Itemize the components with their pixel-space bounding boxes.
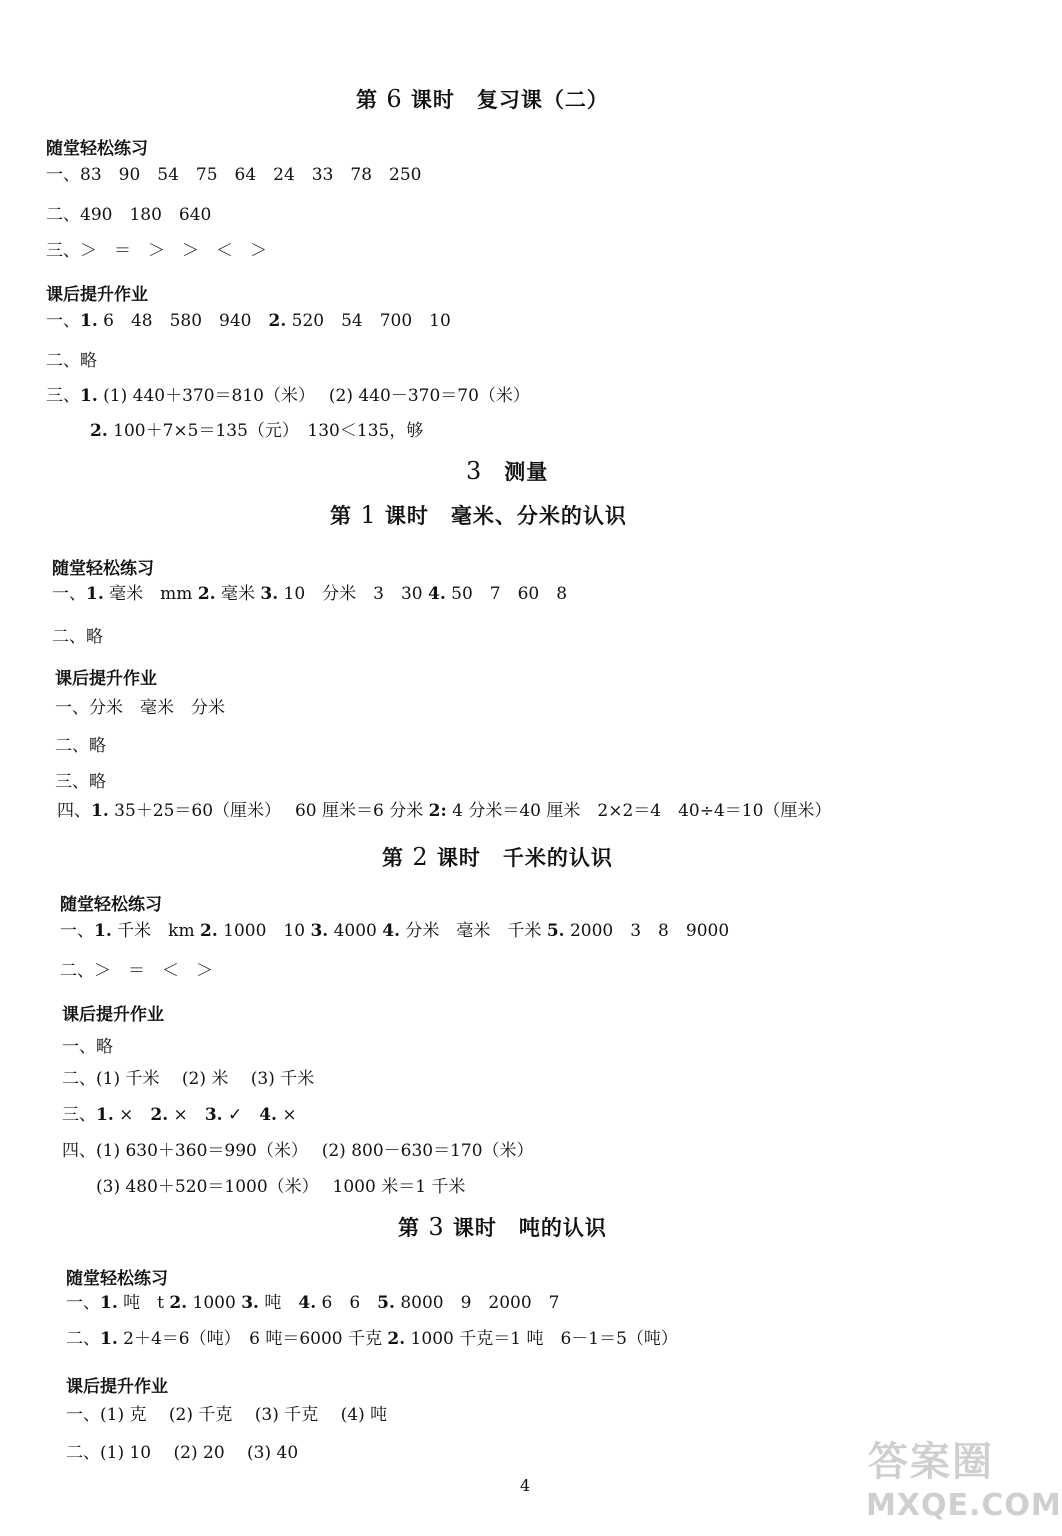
watermark-chars: 答案圈 [868,1439,994,1485]
lesson6-practice-line-2: 二、490 180 640 [46,205,212,225]
lesson6-homework-line-4: 2. 100＋7×5＝135（元） 130＜135，够 [90,421,424,441]
watermark-url: MXQE.COM [866,1488,1062,1523]
lesson6-homework-line-3: 三、1. (1) 440＋370＝810（米） (2) 440－370＝70（米） [46,386,530,406]
lesson2-practice-heading: 随堂轻松练习 [60,895,162,915]
lesson2-homework-line-2: 二、(1) 千米 (2) 米 (3) 千米 [62,1069,315,1089]
lesson2-homework-line-1: 一、略 [62,1037,113,1057]
lesson3-practice-line-1: 一、1. 吨 t 2. 1000 3. 吨 4. 6 6 5. 8000 9 2000 7 [66,1293,560,1313]
lesson2-homework-line-4: 四、(1) 630＋360＝990（米） (2) 800－630＝170（米） [62,1141,534,1161]
lesson1-homework-line-1: 一、分米 毫米 分米 [55,698,225,718]
lesson3-homework-line-1: 一、(1) 克 (2) 千克 (3) 千克 (4) 吨 [66,1405,388,1425]
watermark-logo [860,1430,1062,1530]
lesson1-title: 第 1 课时 毫米、分米的认识 [330,501,627,529]
lesson3-homework-heading: 课后提升作业 [66,1377,168,1397]
lesson3-practice-line-2: 二、1. 2＋4＝6（吨） 6 吨＝6000 千克 2. 1000 千克＝1 吨 6－1＝5（吨） [66,1329,678,1349]
lesson2-practice-line-2: 二、＞ ＝ ＜ ＞ [60,961,213,981]
lesson1-homework-line-2: 二、略 [55,736,106,756]
lesson2-homework-line-5: (3) 480＋520＝1000（米） 1000 米＝1 千米 [62,1177,466,1197]
lesson1-homework-line-4: 四、1. 35＋25＝60（厘米） 60 厘米＝6 分米 2: 4 分米＝40 厘米 2×2＝4 40÷4＝10（厘米） [57,801,832,821]
lesson6-homework-line-1: 一、1. 6 48 580 940 2. 520 54 700 10 [46,311,451,331]
lesson6-homework-line-2: 二、略 [46,351,97,371]
lesson6-practice-line-3: 三、＞ ＝ ＞ ＞ ＜ ＞ [46,241,267,261]
lesson1-practice-line-1: 一、1. 毫米 mm 2. 毫米 3. 10 分米 3 30 4. 50 7 60 8 [52,584,568,604]
lesson6-practice-heading: 随堂轻松练习 [46,139,148,159]
lesson6-homework-heading: 课后提升作业 [46,285,148,305]
lesson2-homework-heading: 课后提升作业 [62,1005,164,1025]
lesson1-homework-heading: 课后提升作业 [55,669,157,689]
lesson2-practice-line-1: 一、1. 千米 km 2. 1000 10 3. 4000 4. 分米 毫米 千米 5. 2000 3 8 9000 [60,921,730,941]
lesson2-homework-line-3: 三、1. × 2. × 3. ✓ 4. × [62,1105,297,1125]
lesson1-homework-line-3: 三、略 [55,772,106,792]
lesson6-title: 第 6 课时 复习课（二） [356,85,609,113]
lesson3-practice-heading: 随堂轻松练习 [66,1269,168,1289]
lesson3-title: 第 3 课时 吨的认识 [398,1213,607,1241]
lesson6-practice-line-1: 一、83 90 54 75 64 24 33 78 250 [46,165,422,185]
lesson2-title: 第 2 课时 千米的认识 [382,843,613,871]
page-number: 4 [520,1476,531,1495]
lesson3-homework-line-2: 二、(1) 10 (2) 20 (3) 40 [66,1443,299,1463]
unit3-title: 3 测量 [466,457,549,485]
lesson1-practice-line-2: 二、略 [52,627,103,647]
lesson1-practice-heading: 随堂轻松练习 [52,559,154,579]
